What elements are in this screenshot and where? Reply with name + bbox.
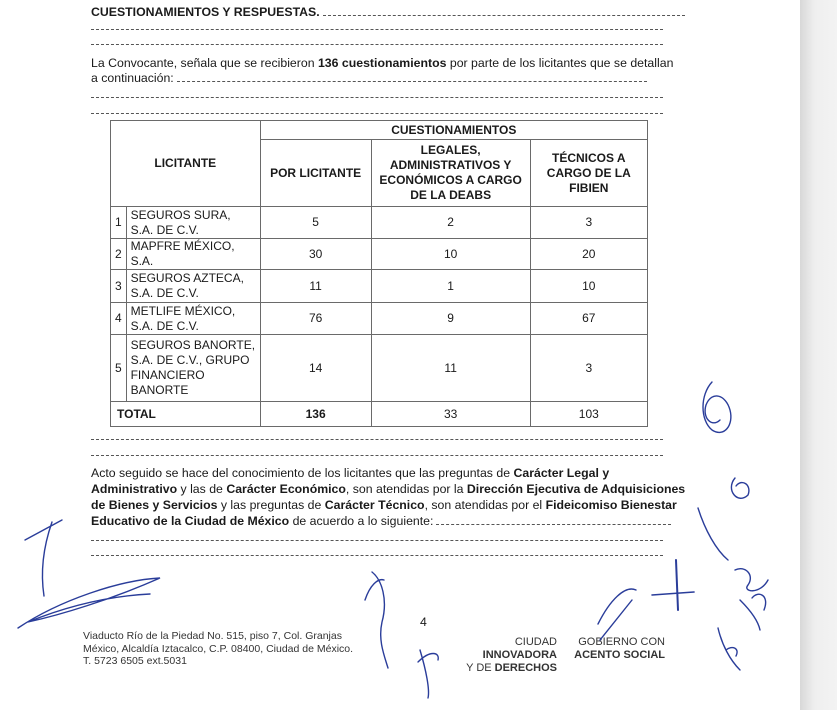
licitante-name: SEGUROS BANORTE, S.A. DE C.V., GRUPO FINANCIERO BANORTE	[126, 335, 260, 402]
table-row: 2 MAPFRE MÉXICO, S.A. 30 10 20	[111, 239, 648, 270]
table-row: 5 SEGUROS BANORTE, S.A. DE C.V., GRUPO FINANCIERO BANORTE 14 11 3	[111, 335, 648, 402]
footer-address: Viaducto Río de la Piedad No. 515, piso 7, Col. Granjas México, Alcaldía Iztacalco, C.P. 08400, Ciudad de México. T. 5723 6505 ext.5031	[83, 630, 354, 667]
logo-ciudad-innovadora: CIUDAD INNOVADORA Y DE DERECHOS	[466, 636, 557, 674]
licitante-name: SEGUROS AZTECA, S.A. DE C.V.	[126, 270, 260, 303]
intro-line-2: a continuación:	[91, 70, 647, 86]
table-row: 1 SEGUROS SURA, S.A. DE C.V. 5 2 3	[111, 207, 648, 239]
intro-line-1: La Convocante, señala que se recibieron 136 cuestionamientos por parte de los licitantes que se detallan	[91, 56, 674, 70]
viewer-background	[800, 0, 837, 710]
paragraph-line-3: de Bienes y Servicios y las preguntas de Carácter Técnico, son atendidas por el Fideicomiso Bienestar	[91, 498, 677, 512]
section-heading: CUESTIONAMIENTOS Y RESPUESTAS.	[91, 4, 685, 20]
licitante-name: METLIFE MÉXICO, S.A. DE C.V.	[126, 303, 260, 335]
col-licitante: LICITANTE	[111, 121, 261, 207]
col-tecnicos: TÉCNICOS A CARGO DE LA FIBIEN	[530, 140, 647, 207]
col-legales: LEGALES, ADMINISTRATIVOS Y ECONÓMICOS A CARGO DE LA DEABS	[371, 140, 530, 207]
licitante-name: SEGUROS SURA, S.A. DE C.V.	[126, 207, 260, 239]
logo-gobierno-acento-social: GOBIERNO CON ACENTO SOCIAL	[574, 636, 665, 661]
table-row: 3 SEGUROS AZTECA, S.A. DE C.V. 11 1 10	[111, 270, 648, 303]
paragraph-line-2: Administrativo y las de Carácter Económico, son atendidas por la Dirección Ejecutiva de Adquisiciones	[91, 482, 686, 496]
paragraph-line-4: Educativo de la Ciudad de México de acuerdo a lo siguiente:	[91, 513, 671, 529]
page-number: 4	[420, 615, 427, 629]
col-por-licitante: POR LICITANTE	[260, 140, 371, 207]
paragraph-line-1: Acto seguido se hace del conocimiento de los licitantes que las preguntas de Carácter Legal y	[91, 466, 610, 480]
table-row: 4 METLIFE MÉXICO, S.A. DE C.V. 76 9 67	[111, 303, 648, 335]
group-header-cuestionamientos: CUESTIONAMIENTOS	[260, 121, 647, 140]
licitante-name: MAPFRE MÉXICO, S.A.	[126, 239, 260, 270]
table-total-row: TOTAL 136 33 103	[111, 402, 648, 427]
